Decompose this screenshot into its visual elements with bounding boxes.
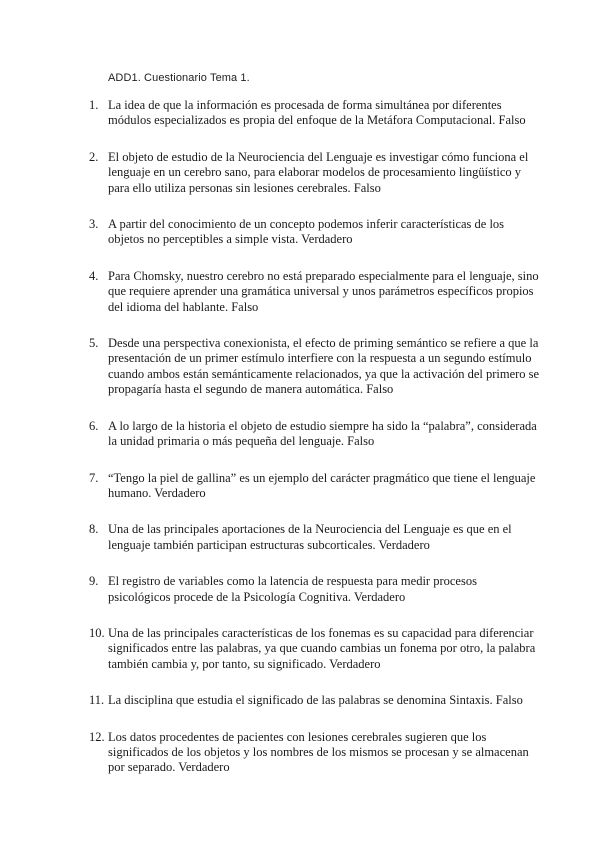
question-text: El registro de variables como la latencia de respuesta para medir procesos psicológicos procede de la Psicología Cognitiva. Verdadero: [108, 574, 477, 604]
question-item: [0, 269, 600, 315]
question-number: 4.: [89, 268, 99, 283]
question-number: 5.: [89, 336, 99, 351]
question-number: 8.: [89, 522, 99, 537]
question-item: [0, 471, 600, 502]
question-item: [0, 574, 600, 605]
question-item: [0, 419, 600, 450]
question-list: [0, 98, 600, 797]
question-number: 11.: [89, 693, 105, 708]
question-item: [0, 626, 600, 672]
question-text: “Tengo la piel de gallina” es un ejemplo del carácter pragmático que tiene el lenguaje humano. Verdadero: [108, 470, 536, 500]
question-text: Desde una perspectiva conexionista, el efecto de priming semántico se refiere a que la presentación de un primer estímulo interfiere con la respuesta a un segundo estímulo cuando ambos están semánticamente relacionados, ya que la activación del primero se propagaría hasta el segundo de manera automática. Falso: [108, 336, 540, 397]
question-text: La disciplina que estudia el significado de las palabras se denomina Sintaxis. Falso: [108, 693, 523, 708]
question-number: 2.: [89, 149, 99, 164]
document-title: ADD1. Cuestionario Tema 1.: [108, 72, 250, 84]
question-number: 12.: [89, 729, 105, 744]
question-number: 6.: [89, 418, 99, 433]
question-text: Los datos procedentes de pacientes con lesiones cerebrales sugieren que los significados de los objetos y los nombres de los mismos se procesan y se almacenan por separado. Verdadero: [108, 729, 529, 775]
question-text: Una de las principales aportaciones de la Neurociencia del Lenguaje es que en el lenguaje también participan estructuras subcorticales. Verdadero: [108, 522, 512, 552]
question-number: 7.: [89, 470, 99, 485]
question-text: Una de las principales características de los fonemas es su capacidad para diferenciar significados entre las palabras, ya que cuando cambias un fonema por otro, la palabra también cambia y, por tanto, su significado. Verdadero: [108, 625, 536, 671]
question-item: [0, 522, 600, 553]
question-number: 3.: [89, 217, 99, 232]
question-text: Para Chomsky, nuestro cerebro no está preparado especialmente para el lenguaje, sino que requiere aprender una gramática universal y unos parámetros específicos propios del idioma del hablante. Falso: [108, 268, 539, 314]
question-text: A partir del conocimiento de un concepto podemos inferir características de los objetos no perceptibles a simple vista. Verdadero: [108, 217, 505, 247]
question-number: 10.: [89, 625, 105, 640]
question-item: [0, 730, 600, 776]
question-item: [0, 693, 600, 708]
question-text: El objeto de estudio de la Neurociencia del Lenguaje es investigar cómo funciona el lenguaje en un cerebro sano, para elaborar modelos de procesamiento lingüístico y para ello utiliza personas sin lesiones cerebrales. Falso: [108, 149, 529, 195]
question-number: 9.: [89, 574, 99, 589]
question-item: [0, 150, 600, 196]
question-item: [0, 98, 600, 129]
question-item: [0, 336, 600, 398]
question-text: A lo largo de la historia el objeto de estudio siempre ha sido la “palabra”, considerada la unidad primaria o más pequeña del lenguaje. Falso: [108, 418, 537, 449]
question-item: [0, 217, 600, 248]
question-number: 1.: [89, 98, 99, 112]
question-text: La idea de que la información es procesada de forma simultánea por diferentes módulos especializados es propia del enfoque de la Metáfora Computacional. Falso: [108, 98, 526, 128]
